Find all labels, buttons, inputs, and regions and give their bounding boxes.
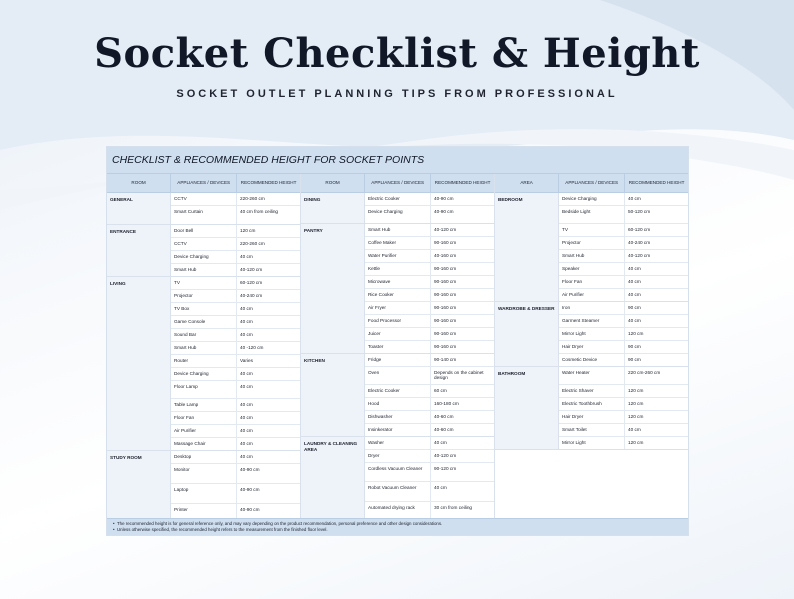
appliance-cell: Water Purifier xyxy=(365,250,431,262)
height-cell: 90-160 cm xyxy=(434,266,457,271)
table-row xyxy=(171,438,300,450)
height-cell: 40-120 cm xyxy=(434,452,457,458)
height-cell: 120 cm xyxy=(628,388,644,393)
height-cell: 90 cm xyxy=(628,305,641,310)
appliance-cell: Electric Shaver xyxy=(559,385,625,397)
table-row xyxy=(559,424,688,437)
table-row xyxy=(171,303,300,316)
appliance-cell: Bedside Light xyxy=(559,206,625,223)
appliance-cell: Projector xyxy=(171,290,237,302)
appliance-cell: Dryer xyxy=(365,450,431,462)
table-row xyxy=(365,424,494,436)
height-cell: 90-160 cm xyxy=(434,292,457,297)
appliance-cell: Device Charging xyxy=(559,193,625,205)
table-row xyxy=(171,425,300,438)
height-cell: 90-160 cm xyxy=(434,279,457,284)
appliance-cell: Router xyxy=(171,355,237,367)
table-row xyxy=(171,238,300,251)
table-row xyxy=(559,193,688,206)
table-row xyxy=(365,367,494,385)
height-cell: 40 cm xyxy=(434,484,447,490)
table-row xyxy=(365,398,494,411)
table-row xyxy=(559,206,688,224)
table-row xyxy=(365,315,494,328)
room-group xyxy=(107,193,300,225)
appliance-cell: TV xyxy=(171,277,237,289)
header-room: ROOM xyxy=(107,174,171,192)
appliance-cell: TV Box xyxy=(171,303,237,315)
height-cell: 40-90 cm xyxy=(434,196,454,201)
table-notes xyxy=(107,518,688,535)
column-header-row xyxy=(301,174,494,193)
appliance-cell: Garment Steamer xyxy=(559,315,625,327)
header-room: ROOM xyxy=(301,174,365,192)
height-cell: 220-260 cm xyxy=(240,196,265,201)
table-row xyxy=(171,193,300,206)
room-label: DINING xyxy=(301,193,365,223)
appliance-cell: Floor Fan xyxy=(171,412,237,424)
appliance-cell: Desktop xyxy=(171,451,237,463)
height-cell: 90-160 cm xyxy=(434,318,457,323)
room-rows xyxy=(365,437,494,518)
appliance-cell: Rice Cooker xyxy=(365,289,431,301)
note: • The recommended height is for general reference only, and may vary depending on the product recommendation, personal preference and other design considerations. xyxy=(113,521,443,526)
appliance-cell: Washer xyxy=(365,437,431,449)
appliance-cell: Monitor xyxy=(171,464,237,483)
room-group xyxy=(107,277,300,451)
header-height: RECOMMENDED HEIGHT xyxy=(628,180,685,186)
table-row xyxy=(365,224,494,237)
table-row xyxy=(559,398,688,411)
table-row xyxy=(559,437,688,449)
column-header-row xyxy=(107,174,300,193)
height-cell: 40 cm xyxy=(240,305,253,311)
height-cell: 40 cm xyxy=(240,383,253,389)
room-rows xyxy=(559,367,688,449)
table-row xyxy=(171,316,300,329)
appliance-cell: Hood xyxy=(365,398,431,410)
table-row xyxy=(365,193,494,206)
appliance-cell: Air Purifier xyxy=(559,289,625,301)
height-cell: 220 cm-260 cm xyxy=(628,370,661,375)
appliance-cell: Device Charging xyxy=(365,206,431,223)
room-rows xyxy=(171,277,300,450)
height-cell: 60-120 cm xyxy=(628,227,651,232)
height-cell: 40 cm xyxy=(240,453,253,459)
room-label: LAUNDRY & CLEANING AREA xyxy=(301,437,365,518)
height-cell: 40 cm xyxy=(240,253,253,259)
height-cell: 40-160 cm xyxy=(434,253,457,258)
height-cell: 120 cm xyxy=(628,440,644,445)
room-group xyxy=(301,437,494,518)
header-appliances: APPLIANCES / DEVICES xyxy=(365,174,431,192)
room-label: WARDROBE & DRESSER xyxy=(495,302,559,366)
table-row xyxy=(171,381,300,399)
appliance-cell: Door Bell xyxy=(171,225,237,237)
appliance-cell: Dishwasher xyxy=(365,411,431,423)
table-row xyxy=(171,464,300,484)
room-group xyxy=(107,451,300,518)
table-row xyxy=(365,263,494,276)
height-cell: 40-240 cm xyxy=(240,292,263,298)
table-row xyxy=(365,502,494,518)
room-label: PANTRY xyxy=(301,224,365,353)
appliance-cell: Juicer xyxy=(365,328,431,340)
height-cell: 40 cm xyxy=(240,401,253,407)
appliance-cell: Printer xyxy=(171,504,237,518)
height-cell: 40-90 cm xyxy=(240,466,260,472)
table-row xyxy=(559,250,688,263)
room-rows xyxy=(559,193,688,301)
room-group xyxy=(495,302,688,367)
height-cell: 90-160 cm xyxy=(434,305,457,310)
appliance-cell: Hair Dryer xyxy=(559,411,625,423)
appliance-cell: Electric Cooker xyxy=(365,385,431,397)
table-row xyxy=(365,450,494,463)
appliance-cell: Table Lamp xyxy=(171,399,237,411)
table-row xyxy=(171,368,300,381)
table-row xyxy=(171,355,300,368)
table-row xyxy=(365,276,494,289)
table-row xyxy=(171,412,300,425)
table-row xyxy=(171,277,300,290)
appliance-cell: Cordless Vacuum Cleaner xyxy=(365,463,431,481)
table-row xyxy=(171,206,300,224)
height-cell: 90 cm xyxy=(628,344,641,349)
appliance-cell: Electric Toothbrush xyxy=(559,398,625,410)
room-group xyxy=(495,193,688,302)
appliance-cell: Smart Hub xyxy=(365,224,431,236)
height-cell: 120 cm xyxy=(628,401,644,406)
appliance-cell: Smart Hub xyxy=(171,264,237,276)
room-group xyxy=(301,354,494,437)
height-cell: 40 cm xyxy=(240,331,253,337)
table-row xyxy=(559,276,688,289)
note: • Unless otherwise specified, the recommended height refers to the measurement from the finished floor level. xyxy=(113,526,328,532)
room-rows xyxy=(365,193,494,223)
table-row xyxy=(365,385,494,398)
table-row xyxy=(171,451,300,464)
table-row xyxy=(171,342,300,355)
page-subtitle: SOCKET OUTLET PLANNING TIPS FROM PROFESSIONAL xyxy=(176,88,618,100)
room-rows xyxy=(171,193,300,224)
height-cell: 40-90 cm xyxy=(240,506,260,512)
appliance-cell: Iron xyxy=(559,302,625,314)
appliance-cell: Smart Curtain xyxy=(171,206,237,224)
table-row xyxy=(171,290,300,303)
height-cell: 90-120 cm xyxy=(434,465,457,471)
table-row xyxy=(559,411,688,424)
appliance-cell: Cosmetic Device xyxy=(559,354,625,366)
appliance-cell: Floor Lamp xyxy=(171,381,237,398)
appliance-cell: Mirror Light xyxy=(559,437,625,449)
table-row xyxy=(559,263,688,276)
table-section xyxy=(301,174,495,518)
table-row xyxy=(559,354,688,366)
height-cell: 40 cm from ceiling xyxy=(240,208,279,214)
appliance-cell: Food Processor xyxy=(365,315,431,327)
header-appliances: APPLIANCES / DEVICES xyxy=(559,174,625,192)
table-row xyxy=(365,411,494,424)
table-row xyxy=(365,250,494,263)
height-cell: 40 cm xyxy=(240,427,253,433)
appliance-cell: Water Heater xyxy=(559,367,625,384)
table-row xyxy=(559,224,688,237)
table-row xyxy=(171,251,300,264)
table-row xyxy=(365,206,494,223)
table-section xyxy=(107,174,301,518)
height-cell: 40 cm xyxy=(240,440,253,446)
appliance-cell: Electric Cooker xyxy=(365,193,431,205)
table-row xyxy=(365,463,494,482)
room-rows xyxy=(171,225,300,276)
room-group xyxy=(301,193,494,224)
height-cell: 40 cm xyxy=(628,196,641,201)
table-row xyxy=(365,237,494,250)
height-cell: 90-160 cm xyxy=(434,344,457,349)
appliance-cell: Smart Toilet xyxy=(559,424,625,436)
height-cell: 40-120 cm xyxy=(628,253,651,258)
checklist-table xyxy=(106,146,689,536)
table-row xyxy=(171,504,300,518)
appliance-cell: Hair Dryer xyxy=(559,341,625,353)
height-cell: 90-160 cm xyxy=(434,331,457,336)
appliance-cell: Microwave xyxy=(365,276,431,288)
appliance-cell: CCTV xyxy=(171,238,237,250)
room-rows xyxy=(559,302,688,366)
appliance-cell: Automated drying rack xyxy=(365,502,431,518)
table-row xyxy=(559,289,688,301)
room-group xyxy=(495,367,688,450)
height-cell: 40-120 cm xyxy=(434,227,457,232)
room-group xyxy=(301,224,494,354)
height-cell: 220-260 cm xyxy=(240,240,265,246)
appliance-cell: Speaker xyxy=(559,263,625,275)
appliance-cell: Device Charging xyxy=(171,368,237,380)
table-row xyxy=(365,482,494,502)
height-cell: 40-60 cm xyxy=(434,413,454,419)
appliance-cell: Fridge xyxy=(365,354,431,366)
room-label: LIVING xyxy=(107,277,171,450)
table-row xyxy=(559,328,688,341)
table-row xyxy=(365,437,494,450)
table-section xyxy=(495,174,688,518)
table-row xyxy=(559,315,688,328)
table-row xyxy=(365,302,494,315)
height-cell: Varies xyxy=(240,357,253,363)
header-appliances: APPLIANCES / DEVICES xyxy=(171,174,237,192)
appliance-cell: Sound Bar xyxy=(171,329,237,341)
height-cell: 40 cm xyxy=(628,318,641,323)
height-cell: Depends on the cabinet design xyxy=(434,369,484,381)
height-cell: 60-120 cm xyxy=(240,279,263,285)
height-cell: 40-60 cm xyxy=(434,426,454,432)
appliance-cell: Game Console xyxy=(171,316,237,328)
appliance-cell: Mirror Light xyxy=(559,328,625,340)
table-row xyxy=(365,354,494,367)
appliance-cell: Robot Vacuum Cleaner xyxy=(365,482,431,501)
table-row xyxy=(559,302,688,315)
height-cell: 40 cm xyxy=(434,439,447,445)
table-row xyxy=(171,264,300,276)
room-label: ENTRANCE xyxy=(107,225,171,276)
table-row xyxy=(559,237,688,250)
table-row xyxy=(171,484,300,504)
appliance-cell: Smart Hub xyxy=(559,250,625,262)
height-cell: 40-240 cm xyxy=(628,240,651,245)
appliance-cell: Smart Hub xyxy=(171,342,237,354)
table-row xyxy=(171,225,300,238)
height-cell: 40 cm xyxy=(240,370,253,376)
table-row xyxy=(365,328,494,341)
room-group xyxy=(107,225,300,277)
table-row xyxy=(559,341,688,354)
appliance-cell: Device Charging xyxy=(171,251,237,263)
room-rows xyxy=(365,224,494,353)
header-height: RECOMMENDED HEIGHT xyxy=(434,180,491,186)
appliance-cell: Insinkerator xyxy=(365,424,431,436)
height-cell: 50-120 cm xyxy=(628,209,651,214)
room-label: GENERAL xyxy=(107,193,171,224)
appliance-cell: CCTV xyxy=(171,193,237,205)
height-cell: 120 cm xyxy=(628,331,644,336)
page-title: Socket Checklist & Height xyxy=(94,30,700,77)
height-cell: 40 cm xyxy=(628,427,641,432)
appliance-cell: Air Purifier xyxy=(171,425,237,437)
appliance-cell: TV xyxy=(559,224,625,236)
room-label: STUDY ROOM xyxy=(107,451,171,518)
appliance-cell: Projector xyxy=(559,237,625,249)
room-label: BEDROOM xyxy=(495,193,559,301)
height-cell: 160-180 cm xyxy=(434,400,459,406)
appliance-cell: Kettle xyxy=(365,263,431,275)
height-cell: 40 cm xyxy=(240,414,253,420)
height-cell: 120 cm xyxy=(240,227,256,233)
room-rows xyxy=(365,354,494,436)
height-cell: 60 cm xyxy=(434,387,447,393)
height-cell: 90-160 cm xyxy=(434,240,457,245)
room-label: KITCHEN xyxy=(301,354,365,436)
height-cell: 40 cm xyxy=(240,318,253,324)
appliance-cell: Air Fryer xyxy=(365,302,431,314)
table-row xyxy=(171,329,300,342)
appliance-cell: Toaster xyxy=(365,341,431,353)
appliance-cell: Massage Chair xyxy=(171,438,237,450)
height-cell: 90-140 cm xyxy=(434,357,457,362)
height-cell: 40-120 cm xyxy=(240,266,263,272)
table-heading: CHECKLIST & RECOMMENDED HEIGHT FOR SOCKET POINTS xyxy=(107,147,688,174)
room-label: BATHROOM xyxy=(495,367,559,449)
height-cell: 30 cm from ceiling xyxy=(434,504,473,510)
appliance-cell: Laptop xyxy=(171,484,237,503)
table-row xyxy=(365,289,494,302)
height-cell: 40 cm xyxy=(628,292,641,297)
header-room: AREA xyxy=(495,174,559,192)
height-cell: 90 cm xyxy=(628,357,641,362)
column-header-row xyxy=(495,174,688,193)
room-rows xyxy=(171,451,300,518)
height-cell: 40 cm xyxy=(628,266,641,271)
appliance-cell: Coffee Maker xyxy=(365,237,431,249)
table-row xyxy=(365,341,494,353)
table-row xyxy=(171,399,300,412)
header-height: RECOMMENDED HEIGHT xyxy=(240,180,297,186)
height-cell: 40 cm xyxy=(628,279,641,284)
appliance-cell: Floor Fan xyxy=(559,276,625,288)
height-cell: 40 -120 cm xyxy=(240,344,264,350)
table-columns xyxy=(107,174,688,518)
appliance-cell: Oven xyxy=(365,367,431,384)
height-cell: 120 cm xyxy=(628,414,644,419)
table-row xyxy=(559,367,688,385)
height-cell: 40-90 cm xyxy=(434,209,454,214)
table-row xyxy=(559,385,688,398)
height-cell: 40-90 cm xyxy=(240,486,260,492)
